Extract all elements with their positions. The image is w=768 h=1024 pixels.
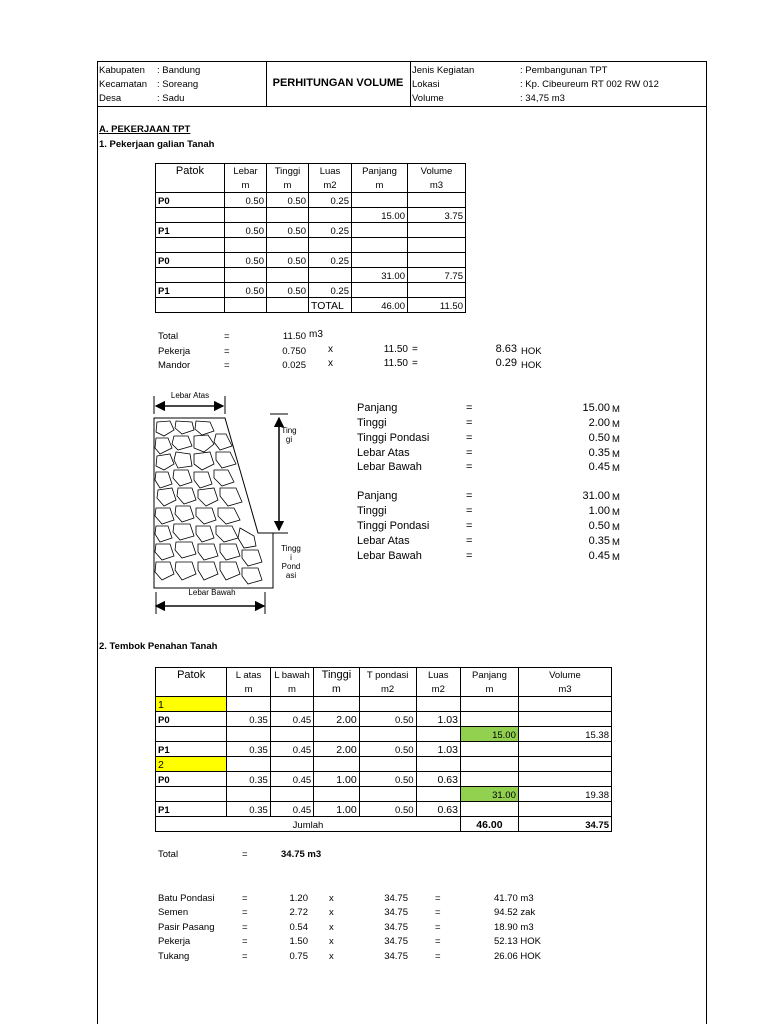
col-header-panjang: Panjang bbox=[352, 164, 408, 179]
material-eq: = bbox=[242, 893, 248, 904]
col-header-l-atas: L atas bbox=[227, 668, 270, 683]
t-pondasi-cell bbox=[359, 757, 416, 772]
calc-result: 0.29 bbox=[495, 357, 517, 369]
calc-result-unit: HOK bbox=[521, 360, 542, 371]
unit-cell: m bbox=[314, 682, 359, 697]
material-label: Batu Pondasi bbox=[158, 893, 215, 904]
total-volume: 11.50 bbox=[408, 298, 466, 313]
kecamatan-value: : Soreang bbox=[157, 79, 199, 90]
panjang-cell bbox=[460, 757, 518, 772]
sub2-heading: 2. Tembok Penahan Tanah bbox=[99, 641, 218, 652]
panjang-cell bbox=[460, 742, 518, 757]
material-result: 26.06 HOK bbox=[494, 951, 541, 962]
volume-cell bbox=[408, 238, 466, 253]
unit-cell: m3 bbox=[408, 178, 466, 193]
panjang-cell bbox=[460, 697, 518, 712]
dim-value: 0.45 bbox=[588, 461, 610, 473]
l-bawah-cell bbox=[270, 757, 313, 772]
tinggi-cell bbox=[267, 238, 309, 253]
col-header-lebar: Lebar bbox=[225, 164, 267, 179]
material-result: 94.52 zak bbox=[494, 907, 536, 918]
total2-value: 34.75 m3 bbox=[281, 849, 322, 860]
unit-cell: m bbox=[227, 682, 270, 697]
luas-cell bbox=[416, 787, 460, 802]
tinggi-cell: 2.00 bbox=[314, 712, 359, 727]
calc-label: Mandor bbox=[158, 360, 191, 371]
dim-value: 0.45 bbox=[588, 550, 610, 562]
calc-label: Pekerja bbox=[158, 346, 191, 357]
unit-cell: m2 bbox=[359, 682, 416, 697]
panjang-cell bbox=[352, 283, 408, 298]
lebar-cell bbox=[225, 238, 267, 253]
dim-key: Tinggi Pondasi bbox=[357, 432, 430, 444]
patok-cell: P0 bbox=[156, 772, 227, 787]
header-top-line bbox=[97, 61, 706, 62]
tpt-table bbox=[155, 667, 612, 832]
panjang-cell: 15.00 bbox=[352, 208, 408, 223]
l-bawah-cell bbox=[270, 727, 313, 742]
retaining-wall-diagram bbox=[148, 388, 308, 618]
l-atas-cell bbox=[227, 787, 270, 802]
dim-value: 2.00 bbox=[588, 417, 610, 429]
table-row bbox=[156, 727, 612, 742]
dim-unit: M bbox=[612, 522, 620, 533]
calc-eq: = bbox=[224, 331, 230, 342]
tinggi-cell bbox=[267, 208, 309, 223]
lebar-bawah-label: Lebar Bawah bbox=[188, 588, 236, 597]
unit-cell: m2 bbox=[309, 178, 352, 193]
material-vol: 34.75 bbox=[384, 936, 408, 947]
material-eq2: = bbox=[435, 907, 441, 918]
volume-cell: 3.75 bbox=[408, 208, 466, 223]
t-pondasi-cell bbox=[359, 787, 416, 802]
table-row bbox=[156, 802, 612, 817]
unit-cell: m bbox=[267, 178, 309, 193]
tinggi-cell: 0.50 bbox=[267, 253, 309, 268]
segment-cell: 2 bbox=[156, 757, 227, 772]
panjang-cell bbox=[352, 253, 408, 268]
segment-cell: 1 bbox=[156, 697, 227, 712]
material-eq: = bbox=[242, 907, 248, 918]
volume-cell bbox=[518, 802, 611, 817]
desa-value: : Sadu bbox=[157, 93, 185, 104]
tinggi-cell bbox=[314, 727, 359, 742]
unit-cell bbox=[156, 682, 227, 697]
col-header-tinggi: Tinggi bbox=[267, 164, 309, 179]
table-row bbox=[156, 742, 612, 757]
calc-eq: = bbox=[224, 346, 230, 357]
desa-label: Desa bbox=[99, 93, 122, 104]
panjang-cell bbox=[460, 712, 518, 727]
jumlah-volume: 34.75 bbox=[518, 817, 611, 832]
material-vol: 34.75 bbox=[384, 951, 408, 962]
material-eq2: = bbox=[435, 893, 441, 904]
dim-unit: M bbox=[612, 449, 620, 460]
jumlah-panjang: 46.00 bbox=[460, 817, 518, 832]
volume-cell bbox=[518, 742, 611, 757]
luas-cell: 0.63 bbox=[416, 802, 460, 817]
l-atas-cell: 0.35 bbox=[227, 802, 270, 817]
patok-cell: P1 bbox=[156, 223, 225, 238]
col-header-t-pondasi: T pondasi bbox=[359, 668, 416, 683]
table-row bbox=[156, 712, 612, 727]
luas-cell bbox=[309, 268, 352, 283]
unit-cell: m bbox=[352, 178, 408, 193]
dim-key: Tinggi bbox=[357, 417, 387, 429]
dim-unit: M bbox=[612, 552, 620, 563]
l-bawah-cell: 0.45 bbox=[270, 772, 313, 787]
luas-cell bbox=[416, 697, 460, 712]
table-row bbox=[156, 772, 612, 787]
t-pondasi-cell bbox=[359, 697, 416, 712]
unit-cell: m2 bbox=[416, 682, 460, 697]
unit-cell: m bbox=[225, 178, 267, 193]
luas-cell: 1.03 bbox=[416, 712, 460, 727]
lebar-cell bbox=[225, 268, 267, 283]
panjang-cell: 31.00 bbox=[352, 268, 408, 283]
patok-cell bbox=[156, 208, 225, 223]
table-row-jumlah bbox=[156, 817, 612, 832]
col-header-patok: Patok bbox=[156, 164, 225, 179]
total2-eq: = bbox=[242, 849, 248, 860]
col-header-luas: Luas bbox=[416, 668, 460, 683]
patok-cell bbox=[156, 787, 227, 802]
volume-cell bbox=[408, 223, 466, 238]
unit-cell bbox=[156, 178, 225, 193]
lebar-cell bbox=[225, 298, 267, 313]
calc-times: x bbox=[328, 344, 333, 355]
material-eq2: = bbox=[435, 936, 441, 947]
volume-cell bbox=[518, 757, 611, 772]
calc-eq2: = bbox=[412, 344, 418, 355]
lokasi-label: Lokasi bbox=[412, 79, 440, 90]
dim-eq: = bbox=[466, 461, 473, 473]
volume-cell: 7.75 bbox=[408, 268, 466, 283]
tinggi-label: Ting gi bbox=[281, 426, 297, 444]
patok-cell bbox=[156, 727, 227, 742]
panjang-cell: 15.00 bbox=[460, 727, 518, 742]
lebar-cell: 0.50 bbox=[225, 193, 267, 208]
calc-label: Total bbox=[158, 331, 179, 342]
volume-cell bbox=[408, 193, 466, 208]
col-header-luas: Luas bbox=[309, 164, 352, 179]
calc-eq2: = bbox=[412, 358, 418, 369]
table-row bbox=[156, 757, 612, 772]
dim-value: 0.35 bbox=[588, 447, 610, 459]
material-label: Tukang bbox=[158, 951, 190, 962]
dim-key: Lebar Atas bbox=[357, 535, 410, 547]
l-bawah-cell bbox=[270, 697, 313, 712]
col-header-volume: Volume bbox=[518, 668, 611, 683]
material-eq2: = bbox=[435, 922, 441, 933]
calc-times: x bbox=[328, 358, 333, 369]
material-times: x bbox=[329, 893, 334, 904]
unit-cell: m3 bbox=[518, 682, 611, 697]
material-eq: = bbox=[242, 936, 248, 947]
dim-value: 31.00 bbox=[582, 490, 610, 502]
luas-cell bbox=[416, 757, 460, 772]
patok-cell: P0 bbox=[156, 253, 225, 268]
dim-key: Tinggi bbox=[357, 505, 387, 517]
table-row-total bbox=[156, 298, 466, 313]
dim-unit: M bbox=[612, 507, 620, 518]
unit-cell: m bbox=[270, 682, 313, 697]
kecamatan-label: Kecamatan bbox=[99, 79, 148, 90]
dim-eq: = bbox=[466, 535, 473, 547]
patok-cell: P0 bbox=[156, 193, 225, 208]
header-divider-left bbox=[266, 61, 267, 106]
t-pondasi-cell: 0.50 bbox=[359, 712, 416, 727]
t-pondasi-cell: 0.50 bbox=[359, 742, 416, 757]
col-header-volume: Volume bbox=[408, 164, 466, 179]
table-row bbox=[156, 787, 612, 802]
patok-cell bbox=[156, 238, 225, 253]
luas-cell: 1.03 bbox=[416, 742, 460, 757]
l-atas-cell: 0.35 bbox=[227, 742, 270, 757]
patok-cell: P0 bbox=[156, 712, 227, 727]
volume-value: : 34,75 m3 bbox=[520, 93, 565, 104]
dim-unit: M bbox=[612, 419, 620, 430]
dim-eq: = bbox=[466, 520, 473, 532]
volume-cell bbox=[408, 253, 466, 268]
section-a-heading: A. PEKERJAAN TPT bbox=[99, 124, 191, 135]
material-vol: 34.75 bbox=[384, 922, 408, 933]
col-header-patok: Patok bbox=[156, 668, 227, 683]
total-label: TOTAL bbox=[309, 298, 352, 313]
dim-value: 15.00 bbox=[582, 402, 610, 414]
tinggi-cell: 1.00 bbox=[314, 772, 359, 787]
dim-eq: = bbox=[466, 550, 473, 562]
lokasi-value: : Kp. Cibeureum RT 002 RW 012 bbox=[520, 79, 659, 90]
material-coef: 1.20 bbox=[289, 893, 308, 904]
volume-cell bbox=[518, 772, 611, 787]
material-times: x bbox=[329, 951, 334, 962]
t-pondasi-cell: 0.50 bbox=[359, 802, 416, 817]
panjang-cell: 31.00 bbox=[460, 787, 518, 802]
dim-eq: = bbox=[466, 505, 473, 517]
calc-result-unit: HOK bbox=[521, 346, 542, 357]
table-row bbox=[156, 238, 466, 253]
luas-cell: 0.25 bbox=[309, 253, 352, 268]
volume-cell: 19.38 bbox=[518, 787, 611, 802]
panjang-cell bbox=[352, 193, 408, 208]
col-header-l-bawah: L bawah bbox=[270, 668, 313, 683]
patok-cell bbox=[156, 298, 225, 313]
panjang-cell bbox=[352, 223, 408, 238]
patok-cell: P1 bbox=[156, 742, 227, 757]
header-bottom-line bbox=[97, 106, 706, 107]
material-eq: = bbox=[242, 922, 248, 933]
dim-unit: M bbox=[612, 463, 620, 474]
material-eq: = bbox=[242, 951, 248, 962]
tinggi-cell bbox=[267, 268, 309, 283]
sub1-heading: 1. Pekerjaan galian Tanah bbox=[99, 139, 215, 150]
kabupaten-label: Kabupaten bbox=[99, 65, 145, 76]
col-header-panjang: Panjang bbox=[460, 668, 518, 683]
table-row bbox=[156, 223, 466, 238]
calc-value: 0.025 bbox=[282, 360, 306, 371]
material-coef: 2.72 bbox=[289, 907, 308, 918]
material-label: Pasir Pasang bbox=[158, 922, 215, 933]
l-bawah-cell: 0.45 bbox=[270, 802, 313, 817]
l-atas-cell bbox=[227, 727, 270, 742]
lebar-cell bbox=[225, 208, 267, 223]
luas-cell: 0.25 bbox=[309, 193, 352, 208]
material-label: Semen bbox=[158, 907, 189, 918]
total-panjang: 46.00 bbox=[352, 298, 408, 313]
dim-unit: M bbox=[612, 434, 620, 445]
volume-cell: 15.38 bbox=[518, 727, 611, 742]
dim-value: 0.50 bbox=[588, 432, 610, 444]
patok-cell: P1 bbox=[156, 283, 225, 298]
tinggi-cell bbox=[267, 298, 309, 313]
l-bawah-cell: 0.45 bbox=[270, 712, 313, 727]
material-result: 18.90 m3 bbox=[494, 922, 534, 933]
material-vol: 34.75 bbox=[384, 893, 408, 904]
table-row bbox=[156, 268, 466, 283]
tinggi-cell: 0.50 bbox=[267, 193, 309, 208]
dim-eq: = bbox=[466, 417, 473, 429]
panjang-cell bbox=[352, 238, 408, 253]
tinggi-cell: 1.00 bbox=[314, 802, 359, 817]
l-atas-cell bbox=[227, 697, 270, 712]
header-divider-right bbox=[410, 61, 411, 106]
table-row bbox=[156, 697, 612, 712]
dim-key: Lebar Atas bbox=[357, 447, 410, 459]
dim-eq: = bbox=[466, 490, 473, 502]
jenis-kegiatan-value: : Pembangunan TPT bbox=[520, 65, 608, 76]
unit-cell: m bbox=[460, 682, 518, 697]
material-vol: 34.75 bbox=[384, 907, 408, 918]
patok-cell: P1 bbox=[156, 802, 227, 817]
tinggi-cell bbox=[314, 697, 359, 712]
material-times: x bbox=[329, 907, 334, 918]
l-atas-cell bbox=[227, 757, 270, 772]
galian-table bbox=[155, 163, 466, 313]
material-coef: 0.75 bbox=[289, 951, 308, 962]
dim-key: Lebar Bawah bbox=[357, 461, 422, 473]
l-atas-cell: 0.35 bbox=[227, 712, 270, 727]
dim-unit: M bbox=[612, 404, 620, 415]
dim-key: Lebar Bawah bbox=[357, 550, 422, 562]
luas-cell bbox=[309, 238, 352, 253]
luas-cell bbox=[309, 208, 352, 223]
calc-eq: = bbox=[224, 360, 230, 371]
luas-cell: 0.25 bbox=[309, 283, 352, 298]
jumlah-label: Jumlah bbox=[156, 817, 461, 832]
lebar-cell: 0.50 bbox=[225, 283, 267, 298]
material-result: 52.13 HOK bbox=[494, 936, 541, 947]
calc-value: 0.750 bbox=[282, 346, 306, 357]
luas-cell bbox=[416, 727, 460, 742]
l-bawah-cell bbox=[270, 787, 313, 802]
jenis-kegiatan-label: Jenis Kegiatan bbox=[412, 65, 475, 76]
patok-cell bbox=[156, 268, 225, 283]
tinggi-cell bbox=[314, 787, 359, 802]
calc-value2: 11.50 bbox=[383, 344, 408, 355]
dim-key: Panjang bbox=[357, 490, 398, 502]
t-pondasi-cell: 0.50 bbox=[359, 772, 416, 787]
dim-key: Panjang bbox=[357, 402, 398, 414]
panjang-cell bbox=[460, 802, 518, 817]
material-result: 41.70 m3 bbox=[494, 893, 534, 904]
col-header-tinggi: Tinggi bbox=[314, 668, 359, 683]
table-row bbox=[156, 193, 466, 208]
material-label: Pekerja bbox=[158, 936, 191, 947]
luas-cell: 0.25 bbox=[309, 223, 352, 238]
dim-value: 0.50 bbox=[588, 520, 610, 532]
dim-unit: M bbox=[612, 492, 620, 503]
lebar-cell: 0.50 bbox=[225, 253, 267, 268]
total2-label: Total bbox=[158, 849, 179, 860]
material-coef: 1.50 bbox=[289, 936, 308, 947]
calc-unit: m3 bbox=[309, 329, 323, 340]
calc-value: 11.50 bbox=[282, 331, 306, 342]
dim-value: 0.35 bbox=[588, 535, 610, 547]
dim-value: 1.00 bbox=[588, 505, 610, 517]
page-title: PERHITUNGAN VOLUME bbox=[272, 77, 404, 89]
luas-cell: 0.63 bbox=[416, 772, 460, 787]
lebar-atas-label: Lebar Atas bbox=[170, 391, 210, 400]
volume-cell bbox=[518, 712, 611, 727]
volume-cell bbox=[518, 697, 611, 712]
volume-cell bbox=[408, 283, 466, 298]
material-times: x bbox=[329, 922, 334, 933]
table-row bbox=[156, 253, 466, 268]
l-bawah-cell: 0.45 bbox=[270, 742, 313, 757]
tinggi-pondasi-label: Tingg i Pond asi bbox=[281, 544, 301, 580]
calc-result: 8.63 bbox=[495, 343, 517, 355]
l-atas-cell: 0.35 bbox=[227, 772, 270, 787]
panjang-cell bbox=[460, 772, 518, 787]
lebar-cell: 0.50 bbox=[225, 223, 267, 238]
volume-label: Volume bbox=[412, 93, 444, 104]
dim-eq: = bbox=[466, 402, 473, 414]
tinggi-cell bbox=[314, 757, 359, 772]
kabupaten-value: : Bandung bbox=[157, 65, 201, 76]
dim-unit: M bbox=[612, 537, 620, 548]
tinggi-cell: 0.50 bbox=[267, 223, 309, 238]
material-times: x bbox=[329, 936, 334, 947]
t-pondasi-cell bbox=[359, 727, 416, 742]
table-row bbox=[156, 283, 466, 298]
material-coef: 0.54 bbox=[289, 922, 308, 933]
tinggi-cell: 0.50 bbox=[267, 283, 309, 298]
dim-eq: = bbox=[466, 447, 473, 459]
calc-value2: 11.50 bbox=[383, 358, 408, 369]
tinggi-cell: 2.00 bbox=[314, 742, 359, 757]
material-eq2: = bbox=[435, 951, 441, 962]
table-row bbox=[156, 208, 466, 223]
dim-key: Tinggi Pondasi bbox=[357, 520, 430, 532]
dim-eq: = bbox=[466, 432, 473, 444]
